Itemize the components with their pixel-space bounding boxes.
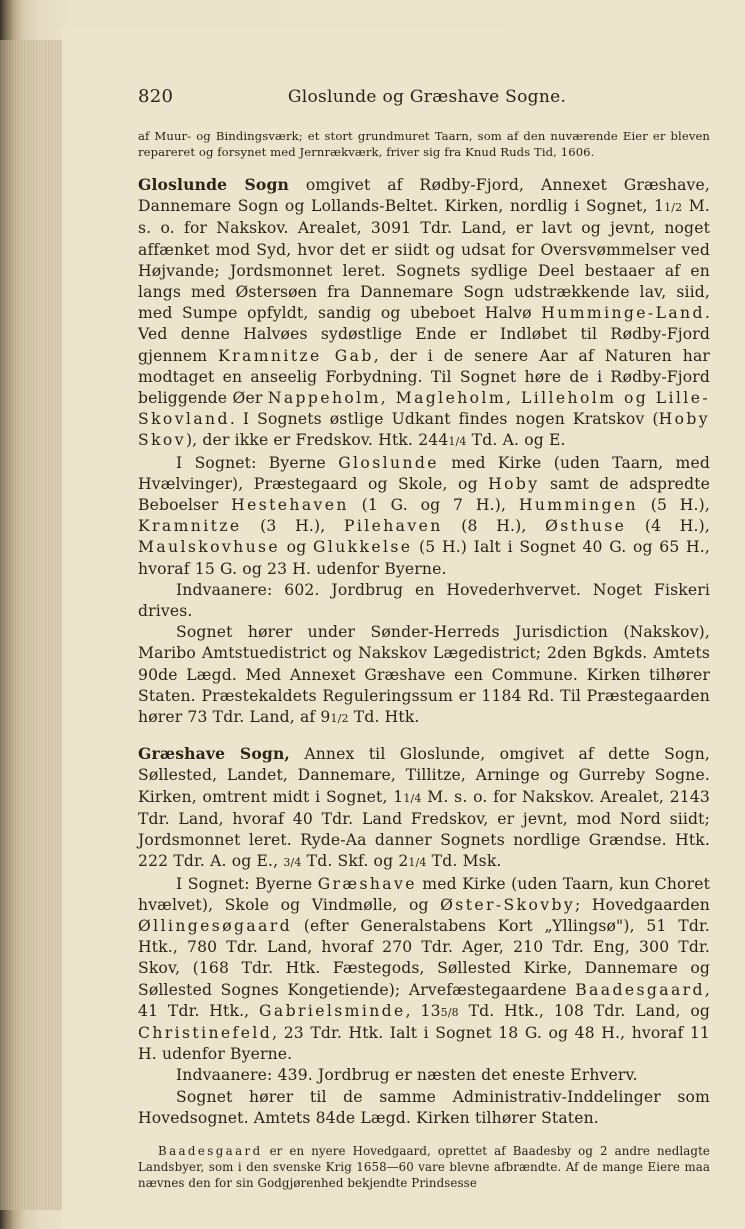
text-run: , 13 [405, 1001, 441, 1020]
paragraph [138, 174, 710, 453]
text-run: og [280, 538, 313, 557]
place-name: Øllingesøgaard [138, 916, 293, 935]
text-run: . Ved denne Halvøes sydøstlige Ende er Indløbet til Rødby-Fjord gjennem [138, 304, 710, 365]
fraction: 3/4 [283, 856, 302, 870]
place-name: Øster-Skovby [440, 895, 576, 914]
section-lead: Græshave Sogn, [138, 744, 291, 764]
place-name: Hestehaven [231, 496, 349, 515]
text-run: omgivet af Rødby-Fjord, Annexet Græshave, Dannemare Sogn og Lollands-Beltet. Kirken, nordlig i Sognet, 1 [138, 176, 710, 216]
footnote-top: af Muur- og Bindingsværk; et stort grundmuret Taarn, som af den nuværende Eier er bleven repareret og forsynet med Jernrækværk, friver sig fra Knud Ruds Tid, 1606. [138, 129, 710, 159]
place-name: Humminge-Land [541, 304, 705, 323]
text-run: Td. Htk., 108 Tdr. Land, og [458, 1001, 711, 1020]
place-name: Østhuse [545, 517, 627, 536]
text-run: , 41 Tdr. Htk., [138, 980, 710, 1020]
place-name: Maulskovhuse [138, 538, 281, 557]
text-run: Td. Skf. og 2 [301, 852, 409, 871]
place-name: Pilehaven [343, 517, 443, 536]
place-name: Nappeholm, Magleholm, Lilleholm og Lille-Skovland [138, 389, 710, 429]
fraction: 1/2 [664, 201, 683, 215]
text-run: ), der ikke er Fredskov. Htk. 244 [185, 431, 449, 450]
footnote-bottom [138, 1143, 710, 1191]
text-run: , 23 Tdr. Htk. Ialt i Sognet 18 G. og 48 H., hvoraf 11 H. udenfor Byerne. [138, 1023, 710, 1064]
text-run: (4 H.), [626, 517, 710, 536]
fraction: 1/2 [330, 712, 349, 726]
fraction: 5/8 [440, 1005, 459, 1019]
section-lead: Gloslunde Sogn [138, 175, 290, 194]
fraction: 1/4 [448, 435, 467, 449]
footnote-text [138, 1143, 710, 1191]
page-header [138, 86, 710, 114]
place-name: Christinefeld [138, 1023, 273, 1042]
text-run: M. s. o. for Nakskov. Arealet, 3091 Tdr. Land, er lavt og jevnt, noget affænket mod Syd, hvor det er siidt og udsat for Oversvømmelser ved Højvande; Jordsmonnet leret. Sognets sydlige Deel bestaaer af en langs med Østersøen fra Dannemare Sogn udstrækkende lav, siid, med Sumpe opfyldt, sandig og ubeboet Halvø [138, 197, 710, 323]
fraction: 1/4 [408, 856, 427, 870]
text-run: Td. Htk. [348, 708, 420, 727]
text-run: samt de adspredte Beboelser [138, 474, 710, 515]
page [62, 28, 745, 1229]
place-name: Kramnitze Gab [218, 346, 374, 365]
text-run: Td. Msk. [426, 852, 502, 871]
text-run: M. s. o. for Nakskov. Arealet, 2143 Tdr. Land, hvoraf 40 Tdr. Land Fredskov, er jevnt, mod Nord siidt; Jordsmonnet leret. Ryde-Aa danner Sognets nordlige Grændse. Htk. 222 Tdr. A. og E., [138, 787, 710, 871]
running-title: Gloslunde og Græshave Sogne. [287, 87, 567, 107]
section-graeshave [138, 743, 710, 1129]
text-run: (5 H.) Ialt i Sognet 40 G. og 65 H., hvoraf 15 G. og 23 H. udenfor Byerne. [138, 538, 710, 578]
paragraph: Indvaanere: 439. Jordbrug er næsten det eneste Erhverv. [176, 1066, 638, 1085]
section-gloslunde [138, 174, 710, 729]
place-name: Baadesgaard [575, 980, 705, 999]
text-run: Td. A. og E. [466, 431, 566, 450]
paragraph: Indvaanere: 602. Jordbrug en Hovederhvervet. Noget Fiskeri drives. [138, 580, 710, 621]
text-run: (8 H.), [442, 517, 546, 536]
page-number: 820 [138, 86, 174, 107]
place-name: Hoby Skov [138, 410, 710, 450]
text-run: Sognet hører under Sønder-Herreds Jurisdiction (Nakskov), Maribo Amtstuedistrict og Nakskov Lægedistrict; 2den Bgkds. Amtets 90de Lægd. Med Annexet Græshave een Commune. Kirken tilhører Staten. Præstekaldets Reguleringssum er 1184 Rd. Til Præstegaarden hører 73 Tdr. Land, af 9 [138, 623, 710, 727]
text-run: , der i de senere Aar af Naturen har modtaget en anseelig Forbydning. Til Sognet høre de i Rødby-Fjord beliggende Øer [138, 346, 710, 408]
text-run: ; Hovedgaarden [575, 895, 710, 914]
text-run: I Sognet: Byerne [176, 874, 318, 893]
place-name: Græshave [317, 874, 417, 893]
text-run: (efter Generalstabens Kort „Yllingsø"), 51 Tdr. Htk., 780 Tdr. Land, hvoraf 270 Tdr. Ager, 210 Tdr. Eng, 300 Tdr. Skov, (168 Tdr. Htk. Fæstegods, Søllested Kirke, Dannemare og Søllested Sognes Kongetiende); Arvefæstegaardene [138, 916, 710, 999]
text-run: I Sognet: Byerne [176, 453, 339, 472]
place-name: Hoby [488, 474, 540, 493]
place-name: Kramnitze [138, 517, 242, 536]
text-run: er en nyere Hovedgaard, oprettet af Baadesby og 2 andre nedlagte Landsbyer, som i den svenske Krig 1658—60 vare blevne afbrændte. Af de mange Eiere maa nævnes den for sin Godgjørenhed bekjendte Prindsesse [138, 1143, 710, 1190]
page-edges [0, 40, 62, 1210]
paragraph [138, 453, 710, 580]
place-name: Baadesgaard [158, 1143, 263, 1158]
paragraph: Sognet hører til de samme Administrativ-Inddelinger som Hovedsognet. Amtets 84de Lægd. Kirken tilhører Staten. [138, 1087, 710, 1127]
fraction: 1/4 [403, 791, 422, 805]
text-run: (3 H.), [241, 517, 344, 536]
text-block [138, 86, 710, 1191]
paragraph [138, 622, 710, 729]
text-run: med Kirke (uden Taarn, kun Choret hvælvet), Skole og Vindmølle, og [138, 874, 710, 914]
text-run: (1 G. og 7 H.), [348, 496, 519, 515]
paragraph [138, 743, 710, 873]
text-run: Annex til Gloslunde, omgivet af dette Sogn, Søllested, Landet, Dannemare, Tillitze, Arninge og Gurreby Sogne. Kirken, omtrent midt i Sognet, 1 [138, 745, 710, 806]
place-name: Hummingen [518, 496, 638, 515]
place-name: Glukkelse [312, 538, 413, 557]
text-run: med Kirke (uden Taarn, med Hvælvinger), Præstegaard og Skole, og [138, 453, 710, 493]
text-run: . I Sognets østlige Udkant findes nogen Kratskov ( [229, 410, 659, 429]
paragraph [138, 874, 710, 1066]
place-name: Gloslunde [338, 453, 439, 472]
text-run: (5 H.), [637, 496, 710, 515]
place-name: Gabrielsminde [259, 1001, 406, 1020]
